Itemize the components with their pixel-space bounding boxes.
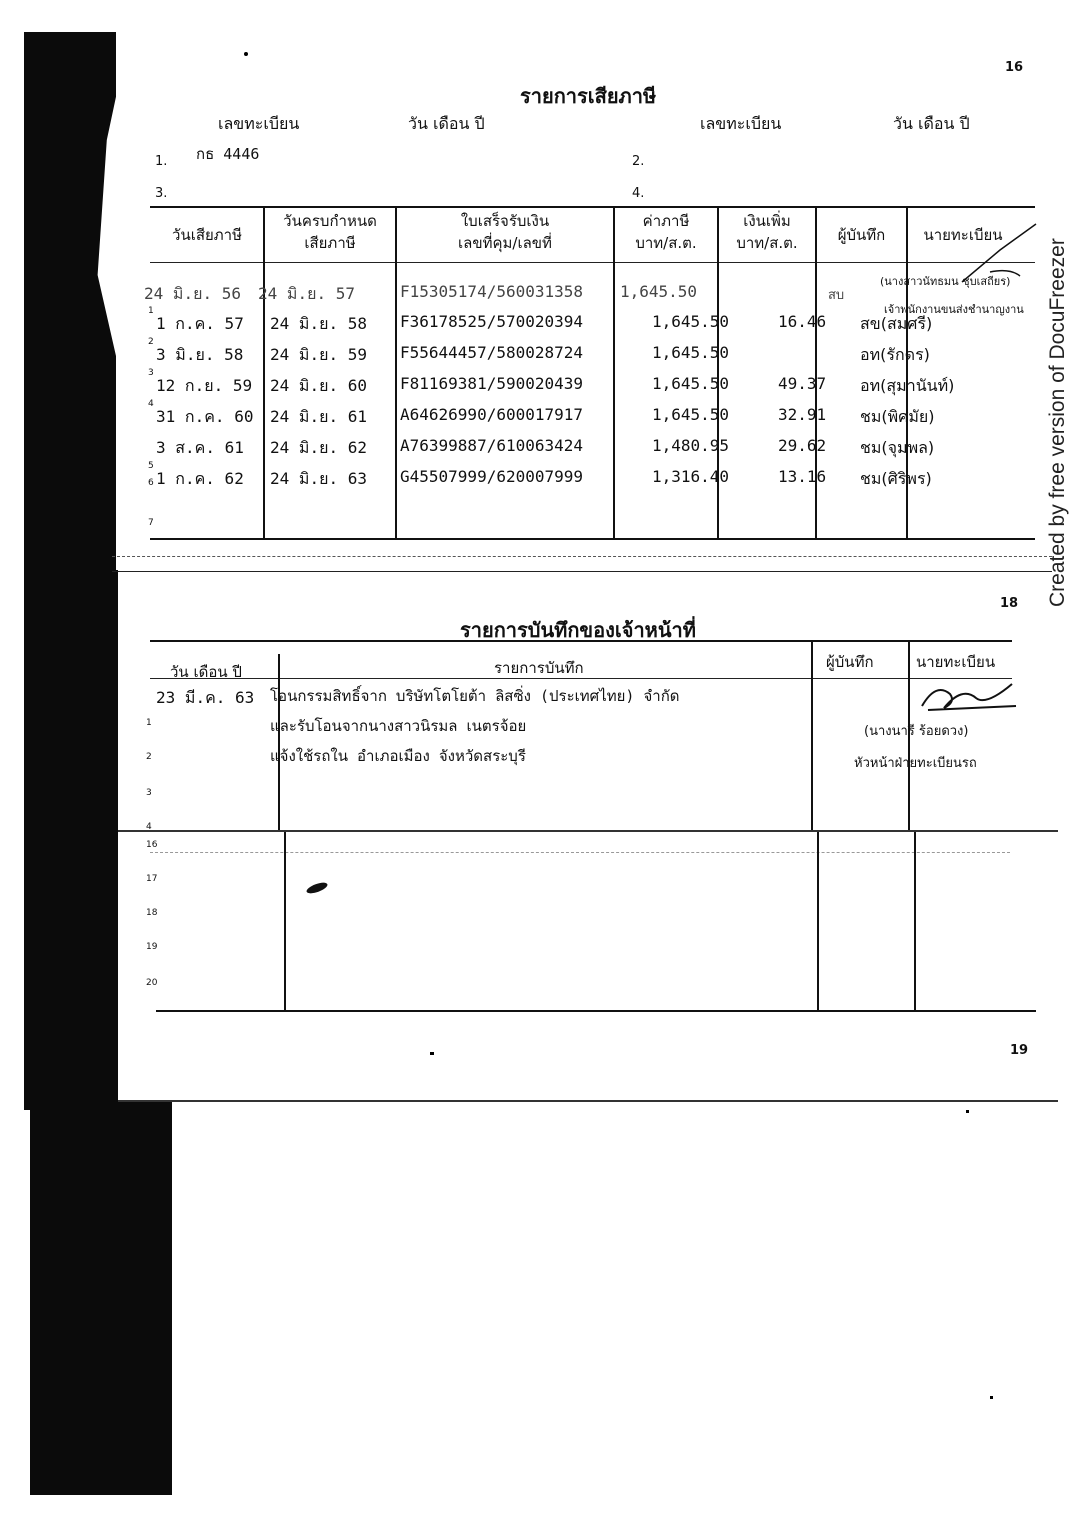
tax-row-pay-date: 1 ก.ค. 62 [156, 469, 244, 488]
tax-col-divider-5 [815, 206, 817, 538]
tax-row-tax: 1,480.95 [652, 436, 730, 455]
lower-table-bottom-border [156, 1010, 1036, 1012]
scan-black-edge-bottom [30, 1100, 172, 1495]
tax-row-due-date: 24 มิ.ย. 63 [270, 469, 367, 488]
officer-entry-line-2: และรับโอนจากนางสาวนิรมล เนตรจ้อย [270, 717, 527, 735]
lower-page-dashes [150, 852, 1010, 853]
tax-row-tax: 1,645.50 [652, 374, 730, 393]
faded-row-tax: 1,645.50 [620, 282, 698, 301]
scan-speck [244, 52, 248, 56]
scan-black-edge-mid [24, 570, 118, 1110]
officer-row-number-3: 3 [146, 788, 152, 798]
officer-table-top-border [150, 640, 1012, 642]
page-edge-line-1 [112, 556, 1052, 557]
ink-blot [305, 880, 328, 895]
tax-row-recorder: สข(สมศรี) [860, 314, 933, 333]
slot-3-label: 3. [155, 186, 168, 201]
officer-page-number-top: 18 [1000, 596, 1019, 611]
lower-col-divider-1 [284, 832, 286, 1010]
tax-row-due-date: 24 มิ.ย. 61 [270, 407, 367, 426]
tax-row-surcharge: 29.62 [778, 436, 827, 455]
tax-row-receipt: G45507999/620007999 [400, 467, 584, 486]
tax-table-header-divider [150, 262, 1035, 263]
faded-row-due-date: 24 มิ.ย. 57 [258, 284, 355, 303]
tax-row-tax: 1,316.40 [652, 467, 730, 486]
tax-row-surcharge: 16.46 [778, 312, 827, 331]
scan-black-edge-top [24, 32, 116, 572]
row-number: 2 [148, 337, 154, 347]
tax-row-surcharge: 13.16 [778, 467, 827, 486]
reg-label-2: เลขทะเบียน [700, 114, 782, 133]
tax-table-top-border [150, 206, 1035, 208]
officer-page-number-bottom: 19 [1010, 1043, 1029, 1058]
tax-row-due-date: 24 มิ.ย. 62 [270, 438, 367, 457]
page-edge-line-2 [112, 571, 1052, 572]
plate-number: กธ 4446 [196, 145, 260, 163]
col-header-pay-date: วันเสียภาษี [172, 226, 242, 244]
slot-4-label: 4. [632, 186, 645, 201]
faded-row-pay-date: 24 มิ.ย. 56 [144, 284, 241, 303]
scan-speck [430, 1052, 434, 1055]
faded-row-recorder: สบ [828, 288, 845, 303]
lower-col-divider-3 [914, 832, 916, 1010]
tax-row-pay-date: 12 ก.ย. 59 [156, 376, 253, 395]
lower-col-divider-2 [817, 832, 819, 1010]
tax-row-receipt: F55644457/580028724 [400, 343, 584, 362]
officer-col-divider-2 [811, 640, 813, 830]
row-number-6: 6 [148, 478, 154, 488]
tax-row-due-date: 24 มิ.ย. 60 [270, 376, 367, 395]
reg-label-1: เลขทะเบียน [218, 114, 300, 133]
bottom-page-edge [118, 1100, 1058, 1102]
officer-col-recorder: ผู้บันทึก [826, 653, 874, 671]
faded-row-receipt: F15305174/560031358 [400, 282, 584, 301]
officer-entry-date: 23 มี.ค. 63 [156, 688, 255, 707]
lower-row-number-16: 16 [146, 840, 158, 850]
lower-row-number-20: 20 [146, 978, 158, 988]
officer-page-title: รายการบันทึกของเจ้าหน้าที่ [460, 618, 696, 642]
col-header-registrar: นายทะเบียน [923, 226, 1003, 244]
tax-row-due-date: 24 มิ.ย. 59 [270, 345, 367, 364]
docufreezer-watermark: Created by free version of DocuFreezer [1046, 238, 1069, 607]
officer-row-number-1: 1 [146, 718, 152, 728]
officer-col-divider-1 [278, 654, 280, 830]
col-header-receipt: ใบเสร็จรับเงิน เลขที่คุม/เลขที่ [458, 212, 552, 252]
tax-row-recorder: อท(รักดร) [860, 345, 930, 364]
tax-table-bottom-border [150, 538, 1035, 540]
tax-row-recorder: ชม(ศิริพร) [860, 469, 932, 488]
lower-row-number-17: 17 [146, 874, 158, 884]
slot-1-label: 1. [155, 154, 168, 169]
tax-row-surcharge: 32.91 [778, 405, 827, 424]
tax-row-pay-date: 31 ก.ค. 60 [156, 407, 254, 426]
officer-registrar-name: (นางนารี ร้อยดวง) [864, 724, 969, 739]
officer-row-number-4: 4 [146, 822, 152, 832]
tax-row-due-date: 24 มิ.ย. 58 [270, 314, 367, 333]
tax-row-receipt: F36178525/570020394 [400, 312, 584, 331]
lower-row-number-19: 19 [146, 942, 158, 952]
col-header-due-date: วันครบกำหนด เสียภาษี [283, 212, 377, 252]
lower-row-number-18: 18 [146, 908, 158, 918]
registrar-signature-2 [916, 676, 1026, 716]
tax-row-recorder: ชม(จุมพล) [860, 438, 935, 457]
tax-row-tax: 1,645.50 [652, 343, 730, 362]
tax-row-pay-date: 1 ก.ค. 57 [156, 314, 244, 333]
officer-entry-line-1: โอนกรรมสิทธิ์จาก บริษัทโตโยต้า ลิสซิ่ง (ประเทศไทย) จำกัด [270, 687, 680, 705]
row-number: 1 [148, 306, 154, 316]
row-number: 3 [148, 368, 154, 378]
slot-2-label: 2. [632, 154, 645, 169]
officer-row-number-2: 2 [146, 752, 152, 762]
tax-row-pay-date: 3 ส.ค. 61 [156, 438, 244, 457]
tax-row-receipt: A76399887/610063424 [400, 436, 584, 455]
tax-col-divider-2 [395, 206, 397, 538]
officer-entry-line-3: แจ้งใช้รถใน อำเภอเมือง จังหวัดสระบุรี [270, 747, 526, 765]
row-number: 5 [148, 461, 154, 471]
tax-col-divider-3 [613, 206, 615, 538]
tax-row-recorder: อท(สุมานันท์) [860, 376, 955, 395]
tax-row-tax: 1,645.50 [652, 405, 730, 424]
tax-page-title: รายการเสียภาษี [520, 84, 657, 108]
officer-registrar-title: หัวหน้าฝ่ายทะเบียนรถ [854, 756, 977, 771]
tax-row-pay-date: 3 มิ.ย. 58 [156, 345, 244, 364]
officer-col-registrar: นายทะเบียน [916, 653, 996, 671]
date-label-1: วัน เดือน ปี [408, 114, 485, 133]
registrar-stamp-title: เจ้าพนักงานขนส่งชำนาญงาน [884, 303, 1024, 316]
tax-row-receipt: F81169381/590020439 [400, 374, 584, 393]
tax-row-receipt: A64626990/600017917 [400, 405, 584, 424]
scan-speck [990, 1396, 993, 1399]
registrar-signature-1 [960, 220, 1040, 290]
row-number: 4 [148, 399, 154, 409]
tax-col-divider-4 [717, 206, 719, 538]
col-header-surcharge: เงินเพิ่ม บาท/ส.ต. [736, 212, 798, 252]
tax-page-number: 16 [1005, 60, 1024, 75]
col-header-tax: ค่าภาษี บาท/ส.ต. [635, 212, 697, 252]
row-number-7: 7 [148, 518, 154, 528]
tax-col-divider-1 [263, 206, 265, 538]
officer-col-date: วัน เดือน ปี [170, 663, 242, 681]
tax-row-tax: 1,645.50 [652, 312, 730, 331]
date-label-2: วัน เดือน ปี [893, 114, 970, 133]
scan-speck [966, 1110, 969, 1113]
col-header-recorder: ผู้บันทึก [837, 226, 886, 244]
officer-col-record: รายการบันทึก [494, 659, 584, 677]
tax-row-recorder: ชม(พิศมัย) [860, 407, 935, 426]
tax-row-surcharge: 49.37 [778, 374, 827, 393]
lower-page-edge [118, 830, 1058, 832]
registrar-stamp-name: (นางสาวนัทธมน ชุบเสถียร) [880, 275, 1011, 288]
